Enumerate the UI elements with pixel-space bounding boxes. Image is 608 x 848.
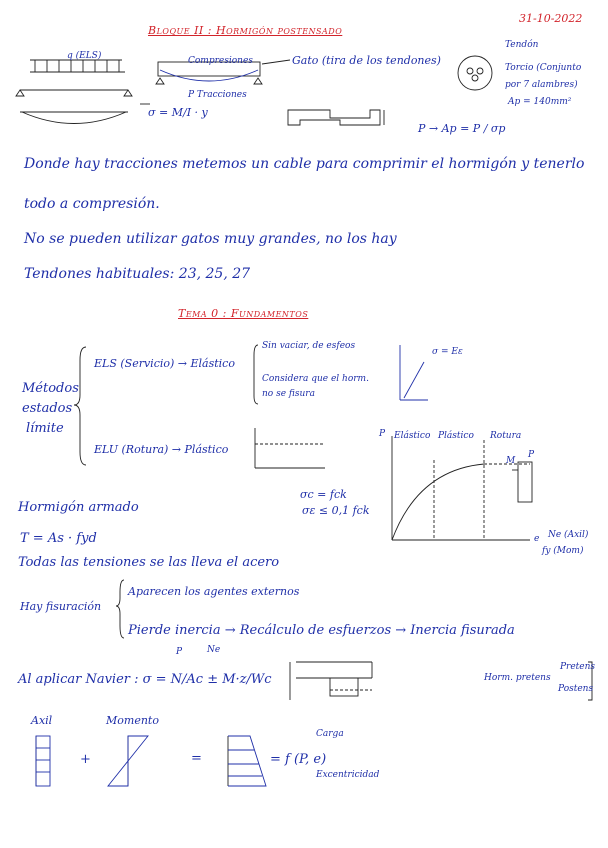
carga-label: Carga	[316, 729, 344, 739]
section-m: M	[506, 456, 516, 466]
postensado: Postens	[558, 684, 594, 694]
note-line-1: Donde hay tracciones metemos un cable para comprimir el hormigón y tenerlo	[24, 156, 585, 172]
armado-sentence: Todas las tensiones se las lleva el acero	[18, 555, 280, 570]
t-formula: T = As · fyd	[20, 531, 97, 546]
note-line-3: No se pueden utilizar gatos muy grandes, no los hay	[24, 231, 397, 247]
section-p: P	[528, 450, 535, 460]
compresiones-label: Compresiones	[188, 56, 253, 66]
pretensado: Pretens	[560, 662, 596, 672]
graph-note-2: fy (Mom)	[542, 546, 584, 556]
metodos-line-2: estados	[22, 401, 73, 416]
date: 31-10-2022	[519, 12, 583, 25]
els-note-3: no se fisura	[262, 389, 315, 399]
excentricidad-label: Excentricidad	[316, 770, 380, 780]
plus-sign: +	[80, 752, 91, 767]
armado-title: Hormigón armado	[18, 500, 139, 515]
els-label: ELS (Servicio) → Elástico	[94, 357, 235, 370]
section-title: Bloque II : Hormigón postensado	[148, 24, 343, 37]
sigma-formula: σ = M/I · y	[148, 106, 208, 119]
els-note-2: Considera que el horm.	[262, 374, 369, 384]
sigma-e: σε ≤ 0,1 fck	[302, 504, 370, 517]
axil-label: Axil	[31, 714, 53, 727]
metodos-line-1: Métodos	[22, 381, 79, 396]
metodos-line-3: límite	[26, 421, 64, 436]
q-label: q (ELS)	[67, 51, 102, 61]
graph-elastico: Elástico	[394, 431, 431, 441]
alambres-label: por 7 alambres)	[505, 80, 578, 90]
fisuracion-line-1: Aparecen los agentes externos	[128, 585, 300, 598]
note-line-4: Tendones habituales: 23, 25, 27	[24, 266, 251, 282]
tracciones-label: P Tracciones	[188, 90, 247, 100]
tendon-label: Tendón	[505, 40, 539, 50]
els-note-1: Sin vaciar, de esfeos	[262, 341, 356, 351]
gato-label: Gato (tira de los tendones)	[292, 54, 441, 67]
equals-sign: =	[191, 751, 202, 766]
graph-note-1: Ne (Axil)	[548, 530, 589, 540]
sigma-c: σc = fck	[300, 488, 347, 501]
graph-e: e	[534, 534, 540, 544]
fisuracion-line-2: Pierde inercia → Recálculo de esfuerzos → Inercia fisurada	[128, 623, 515, 638]
momento-label: Momento	[106, 714, 159, 727]
sigma-ee: σ = Eε	[432, 347, 463, 357]
fisuracion-label: Hay fisuración	[20, 600, 102, 613]
tema-title: Tema 0 : Fundamentos	[178, 307, 309, 320]
note-line-2: todo a compresión.	[24, 196, 160, 212]
navier-n-top: Ne	[207, 645, 221, 655]
elu-label: ELU (Rotura) → Plástico	[94, 443, 229, 456]
graph-plastico: Plástico	[438, 431, 474, 441]
torcion-label: Torcio (Conjunto	[505, 63, 582, 73]
navier-formula: Al aplicar Navier : σ = N/Ac ± M·z/Wc	[18, 672, 272, 687]
graph-p: P	[379, 429, 386, 439]
f-formula: = f (P, e)	[270, 752, 327, 767]
navier-p-top: P	[176, 647, 183, 657]
p-formula: P → Ap = P / σp	[418, 122, 506, 135]
graph-rotura: Rotura	[490, 431, 522, 441]
ap-value: Ap = 140mm²	[508, 97, 572, 107]
horm-pretens: Horm. pretens	[484, 673, 551, 683]
